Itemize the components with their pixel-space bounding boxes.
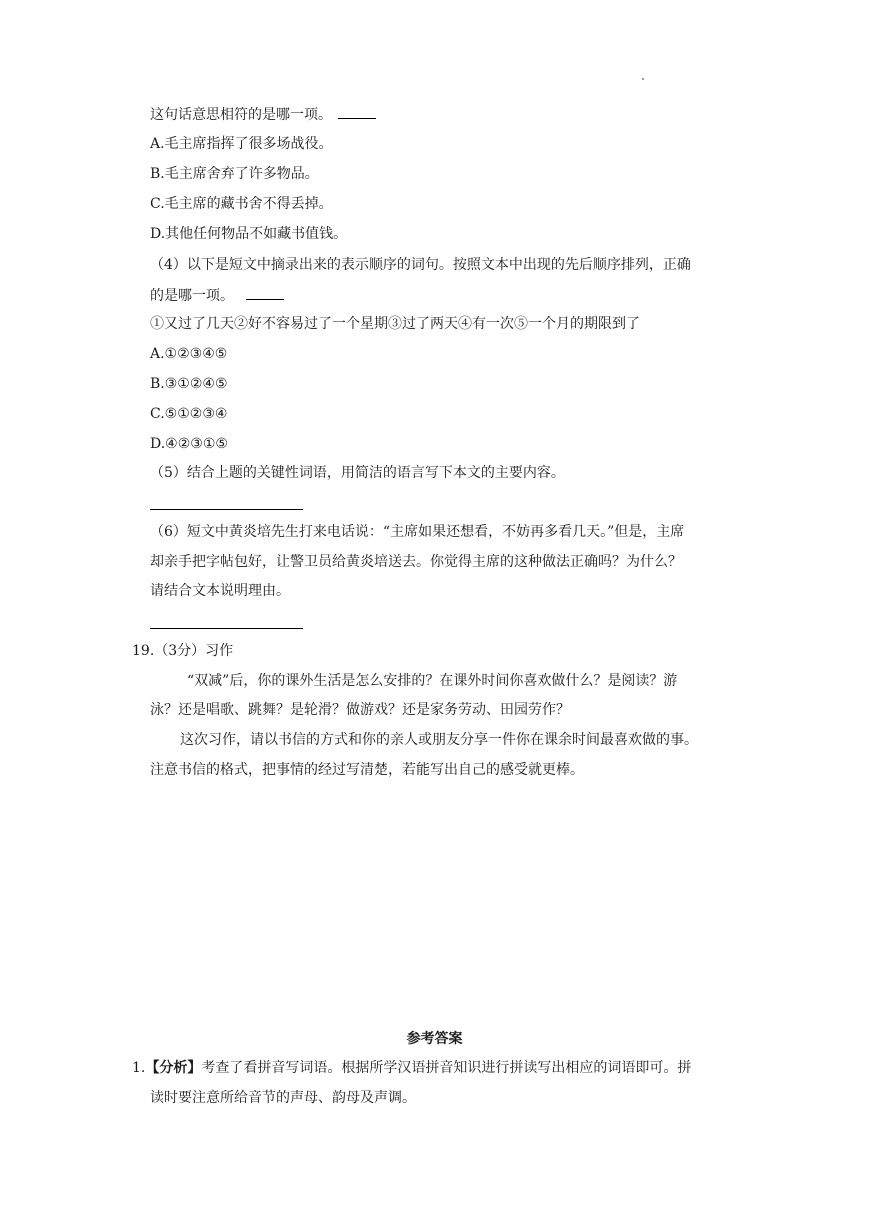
q4-option-a: A.①②③④⑤ [150,346,228,362]
decorative-dot [642,78,644,80]
q19-p2-line2: 注意书信的格式，把事情的经过写清楚，若能写出自己的感受就更棒。 [150,762,584,778]
q6-stem-line3: 请结合文本说明理由。 [150,583,290,599]
q6-stem-line1: （6）短文中黄炎培先生打来电话说：“主席如果还想看，不妨再多看几天。”但是，主席 [150,524,685,540]
q19-p1-line1: “双减”后，你的课外生活是怎么安排的？在课外时间你喜欢做什么？是阅读？游 [187,673,678,689]
q4-option-d: D.④②③①⑤ [150,436,228,452]
q3-option-b: B.毛主席舍弃了许多物品。 [150,166,319,182]
q5-answer-line[interactable] [150,509,303,510]
answer-1-line1 [132,1058,691,1078]
q4-option-b: B.③①②④⑤ [150,376,228,392]
q3-option-c: C.毛主席的藏书舍不得丢掉。 [150,196,333,212]
q3-answer-blank[interactable] [338,104,376,119]
answer-1-number: 1. [132,1060,146,1076]
answer-1-line2: 读时要注意所给音节的声母、韵母及声调。 [150,1090,416,1106]
q3-option-d: D.其他任何物品不如藏书值钱。 [150,226,348,242]
answer-1-tag: 【分析】 [145,1060,202,1076]
answer-1-line1-text: 考查了看拼音写词语。根据所学汉语拼音知识进行拼读写出相应的词语即可。拼 [201,1060,692,1076]
q4-items: ①又过了几天②好不容易过了一个星期③过了两天④有一次⑤一个月的期限到了 [150,316,640,332]
q4-answer-blank[interactable] [246,285,284,300]
answers-title: 参考答案 [406,1031,463,1047]
q4-stem-line2 [150,285,284,306]
q3-stem [150,104,376,125]
q6-stem-line2: 却亲手把字帖包好，让警卫员给黄炎培送去。你觉得主席的这种做法正确吗？为什么？ [150,554,682,570]
q19-p2-line1: 这次习作，请以书信的方式和你的亲人或朋友分享一件你在课余时间最喜欢做的事。 [180,732,698,748]
q5-stem: （5）结合上题的关键性词语，用简洁的语言写下本文的主要内容。 [150,465,565,481]
q19-p1-line2: 泳？还是唱歌、跳舞？是轮滑？做游戏？还是家务劳动、田园劳作？ [150,702,570,718]
q4-stem-line1: （4）以下是短文中摘录出来的表示顺序的词句。按照文本中出现的先后顺序排列，正确 [150,257,691,273]
q4-stem-line2-text: 的是哪一项。 [150,288,234,304]
q3-stem-text: 这句话意思相符的是哪一项。 [150,107,332,123]
q6-answer-line[interactable] [150,628,303,629]
q3-option-a: A.毛主席指挥了很多场战役。 [150,136,333,152]
q19-heading: 19.（3分）习作 [132,643,234,659]
q4-option-c: C.⑤①②③④ [150,406,228,422]
